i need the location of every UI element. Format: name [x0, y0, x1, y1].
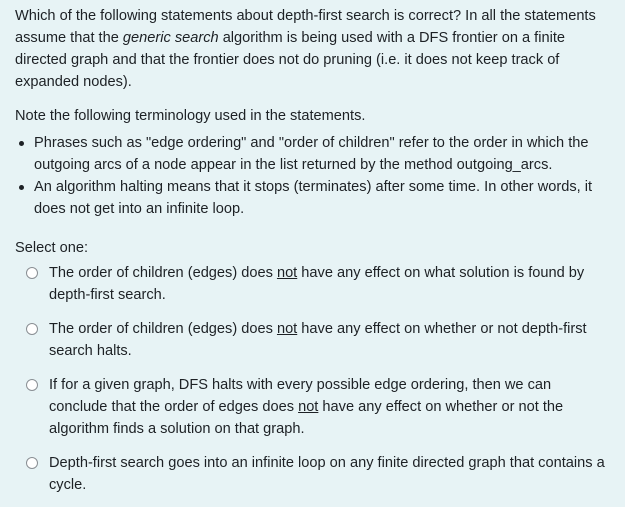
- answer-option-a-underlined: not: [276, 265, 298, 281]
- answer-option-c-underlined: not: [298, 399, 319, 415]
- answer-option-b-text-start: The order of children (edges) does: [49, 321, 277, 337]
- answer-option-b[interactable]: [25, 318, 613, 362]
- answer-option-b-text: [49, 321, 587, 359]
- answer-option-a[interactable]: [25, 262, 613, 306]
- question-statement-part1: Which of the following statements about depth-first search is correct? In all the statements assume that the: [15, 8, 596, 46]
- radio-button-c[interactable]: [26, 379, 38, 391]
- terminology-item-halting: An algorithm halting means that it stops (terminates) after some time. In other words, it does not get into an infinite loop.: [34, 176, 613, 220]
- question-statement-emphasis: generic search: [122, 30, 219, 46]
- question-text: [15, 5, 613, 220]
- answer-option-b-text-end: have any effect on whether or not depth-first search halts.: [49, 321, 587, 359]
- radio-button-a[interactable]: [26, 267, 38, 279]
- select-one-prompt: Select one:: [15, 240, 89, 256]
- answer-option-d[interactable]: [25, 452, 613, 496]
- answer-option-d-text: Depth-first search goes into an infinite loop on any finite directed graph that contains a cycle.: [49, 455, 605, 493]
- answer-option-a-text-start: The order of children (edges) does: [49, 265, 277, 281]
- answer-option-c-text-end: have any effect on whether or not the algorithm finds a solution on that graph.: [49, 399, 564, 437]
- answer-option-c[interactable]: [25, 374, 613, 440]
- terminology-list: [15, 132, 613, 220]
- radio-button-b[interactable]: [26, 323, 38, 335]
- answer-option-c-text-start: If for a given graph, DFS halts with every possible edge ordering, then we can conclude that the order of edges does: [49, 377, 552, 415]
- terminology-item-edge-ordering: Phrases such as "edge ordering" and "order of children" refer to the order in which the outgoing arcs of a node appear in the list returned by the method outgoing_arcs.: [34, 132, 613, 176]
- answer-option-a-text: [49, 265, 584, 303]
- answer-option-b-underlined: not: [276, 321, 298, 337]
- radio-button-d[interactable]: [26, 457, 38, 469]
- terminology-note: Note the following terminology used in the statements.: [15, 108, 366, 124]
- question-statement-part2: algorithm is being used with a DFS frontier on a finite directed graph and that the frontier does not do pruning (i.e. it does not keep track of expanded nodes).: [15, 30, 566, 90]
- answer-options: [25, 262, 613, 496]
- question-statement: [15, 5, 613, 93]
- answer-option-c-text: [49, 377, 563, 437]
- answer-option-a-text-end: have any effect on what solution is found by depth-first search.: [49, 265, 585, 303]
